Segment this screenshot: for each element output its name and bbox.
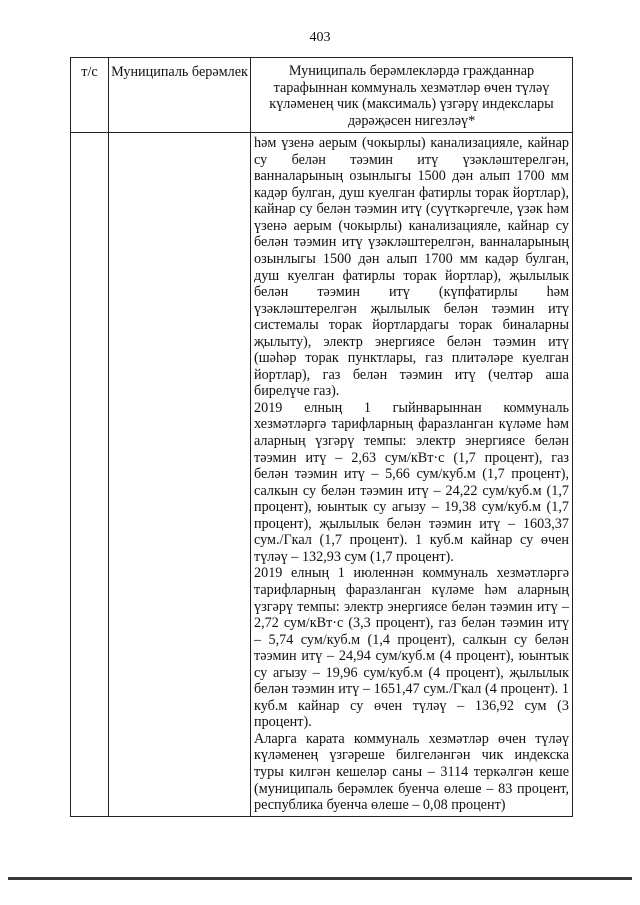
paragraph-january-tariffs: 2019 елның 1 гыйнварыннан коммуналь хезмәтләргә тарифларның фаразланган күләме һәм аларның үзгәрү темпы: электр энергиясе белән тәэмин итү – 2,63 сум/кВт·с (1,7 процент), газ белән тәэмин итү – 5,66 сум/куб.м (1,7 процент), салкын су белән тәэмин итү – 24,22 сум/куб.м (1,7 процент), юынтык су агызу – 19,38 сум/куб.м (1,7 процент), җылылык белән тәэмин итү – 1603,37 сум./Гкал (1,7 процент). 1 куб.м кайнар су өчен түләү – 132,93 сум (1,7 процент).	[254, 399, 569, 565]
cell-municipality	[109, 133, 251, 816]
header-municipality: Муниципаль берәмлек	[109, 58, 251, 133]
tariff-table	[70, 57, 573, 817]
cell-description	[251, 133, 573, 816]
table-header-row	[71, 58, 573, 133]
table-row	[71, 133, 573, 816]
header-description: Муниципаль берәмлекләрдә гражданнар тарафыннан коммуналь хезмәтләр өчен түләү күләменең чик (максималь) үзгәрү индекслары дәрәҗәсен нигезләү*	[251, 58, 573, 133]
paragraph-services-list: һәм үзенә аерым (чокырлы) канализацияле, кайнар су белән тәэмин итү үзәкләштерелгән, ванналарының озынлыгы 1500 дән алып 1700 мм кадәр булган, душ куелган фатирлы торак йортлар), кайнар су белән тәэмин итү (суүткәргечле, үзәк һәм үзенә аерым (чокырлы) канализацияле, кайнар су белән тәэмин итү үзәкләштерелгән, ванналарының озынлыгы 1500 дән алып 1700 мм кадәр булган, душ куелган фатирлы торак йортлар), җылылык белән тәэмин итү (күпфатирлы һәм үзәкләштерелгән җылылык белән тәэмин итү системалы торак йортлардагы торак биналарны җылыту), электр энергиясе белән тәэмин итү (шәһәр торак пунктлары, газ плитәләре куелган йортлар), газ белән тәэмин итү (челтәр аша бирелүче газ).	[254, 135, 569, 400]
paragraph-population-count: Аларга карата коммуналь хезмәтләр өчен түләү күләменең үзгәреше билгеләнгән чик индекска туры килгән кешеләр саны – 3114 теркәлгән кеше (муниципаль берәмлек буенча өлеше – 83 процент, республика буенча өлеше – 0,08 процент)	[254, 730, 569, 814]
paragraph-july-tariffs: 2019 елның 1 июленнән коммуналь хезмәтләргә тарифларның фаразланган күләме һәм аларның үзгәрү темпы: электр энергиясе белән тәэмин итү – 2,72 сум/кВт·с (3,3 процент), газ белән тәэмин итү – 5,74 сум/куб.м (1,4 процент), салкын су белән тәэмин итү – 24,94 сум/куб.м (4 процент), юынтык су агызу – 19,96 сум/куб.м (4 процент), җылылык белән тәэмин итү – 1651,47 сум./Гкал (4 процент). 1 куб.м кайнар су өчен түләү – 136,92 сум (3 процент).	[254, 565, 569, 731]
cell-number	[71, 133, 109, 816]
bottom-rule	[8, 877, 632, 880]
page-number: 403	[309, 30, 331, 45]
header-number: т/с	[71, 58, 109, 133]
